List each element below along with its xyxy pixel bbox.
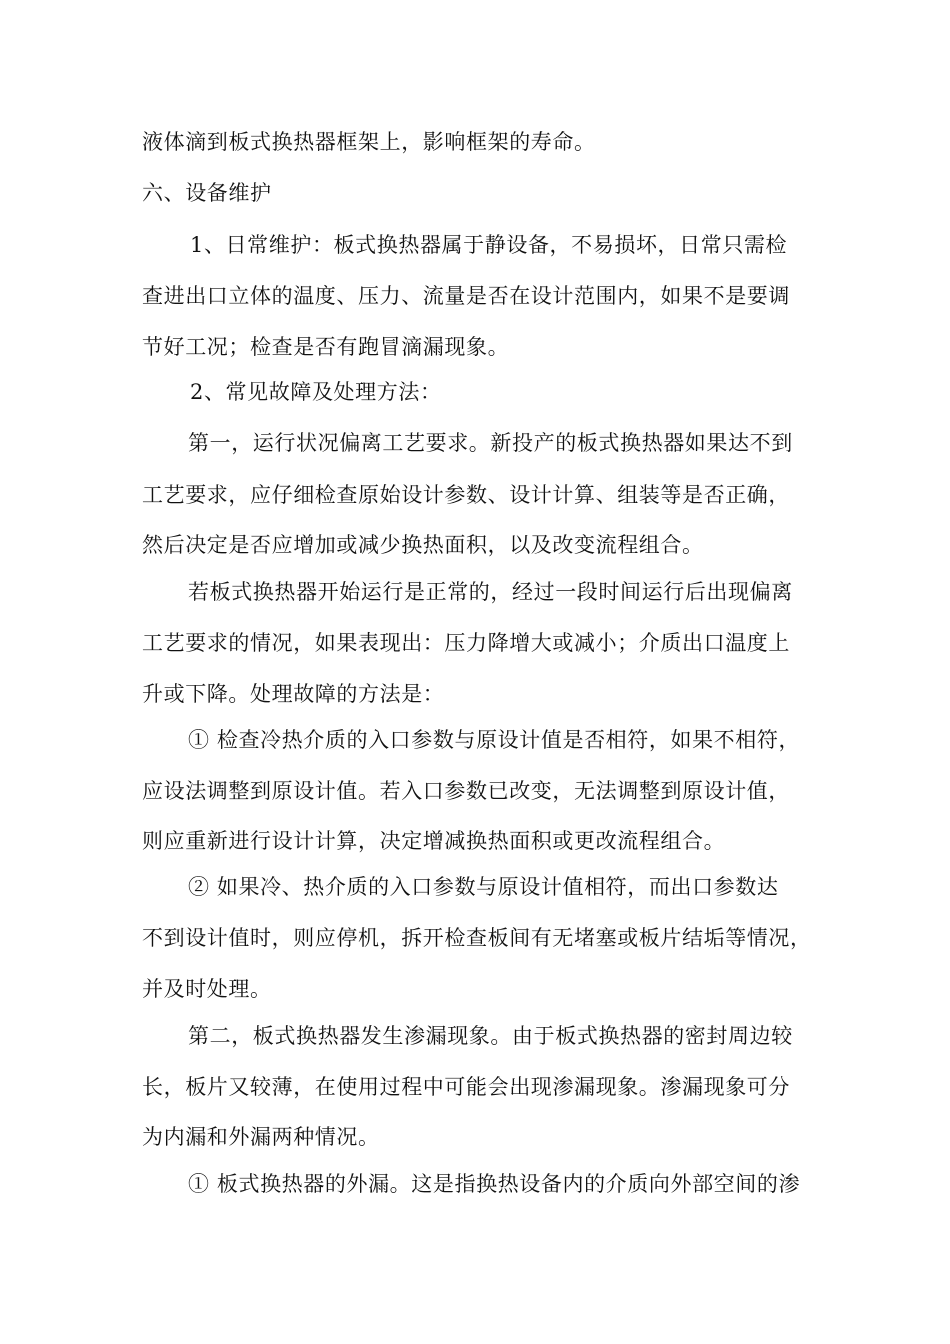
text-line: 升或下降。处理故障的方法是：: [142, 682, 445, 706]
text-line: ② 如果冷、热介质的入口参数与原设计值相符，而出口参数达: [188, 875, 779, 899]
text-line: 液体滴到板式换热器框架上，影响框架的寿命。: [142, 130, 596, 154]
text-line: 长，板片又较薄，在使用过程中可能会出现渗漏现象。渗漏现象可分: [142, 1075, 790, 1099]
text-line: ① 检查冷热介质的入口参数与原设计值是否相符，如果不相符，: [188, 728, 801, 752]
text-line: 工艺要求，应仔细检查原始设计参数、设计计算、组装等是否正确，: [142, 483, 790, 507]
subsection-heading: 2、常见故障及处理方法：: [190, 380, 442, 404]
text-line: 则应重新进行设计计算，决定增减换热面积或更改流程组合。: [142, 829, 726, 853]
text-line: 第一，运行状况偏离工艺要求。新投产的板式换热器如果达不到: [188, 431, 793, 455]
text-line: 然后决定是否应增加或减少换热面积，以及改变流程组合。: [142, 533, 704, 557]
text-line: 第二，板式换热器发生渗漏现象。由于板式换热器的密封周边较: [188, 1024, 793, 1048]
text-line: 1、日常维护：板式换热器属于静设备，不易损坏，日常只需检: [190, 233, 788, 257]
text-line: 若板式换热器开始运行是正常的，经过一段时间运行后出现偏离: [188, 580, 793, 604]
text-line: 为内漏和外漏两种情况。: [142, 1125, 380, 1149]
text-line: 节好工况；检查是否有跑冒滴漏现象。: [142, 335, 510, 359]
section-heading: 六、设备维护: [142, 181, 272, 205]
text-line: 并及时处理。: [142, 977, 272, 1001]
text-line: 不到设计值时，则应停机，拆开检查板间有无堵塞或板片结垢等情况，: [142, 926, 812, 950]
text-line: 查进出口立体的温度、压力、流量是否在设计范围内，如果不是要调: [142, 284, 790, 308]
text-line: 应设法调整到原设计值。若入口参数已改变，无法调整到原设计值，: [142, 779, 790, 803]
text-line: ① 板式换热器的外漏。这是指换热设备内的介质向外部空间的渗: [188, 1172, 801, 1196]
text-line: 工艺要求的情况，如果表现出：压力降增大或减小；介质出口温度上: [142, 631, 790, 655]
